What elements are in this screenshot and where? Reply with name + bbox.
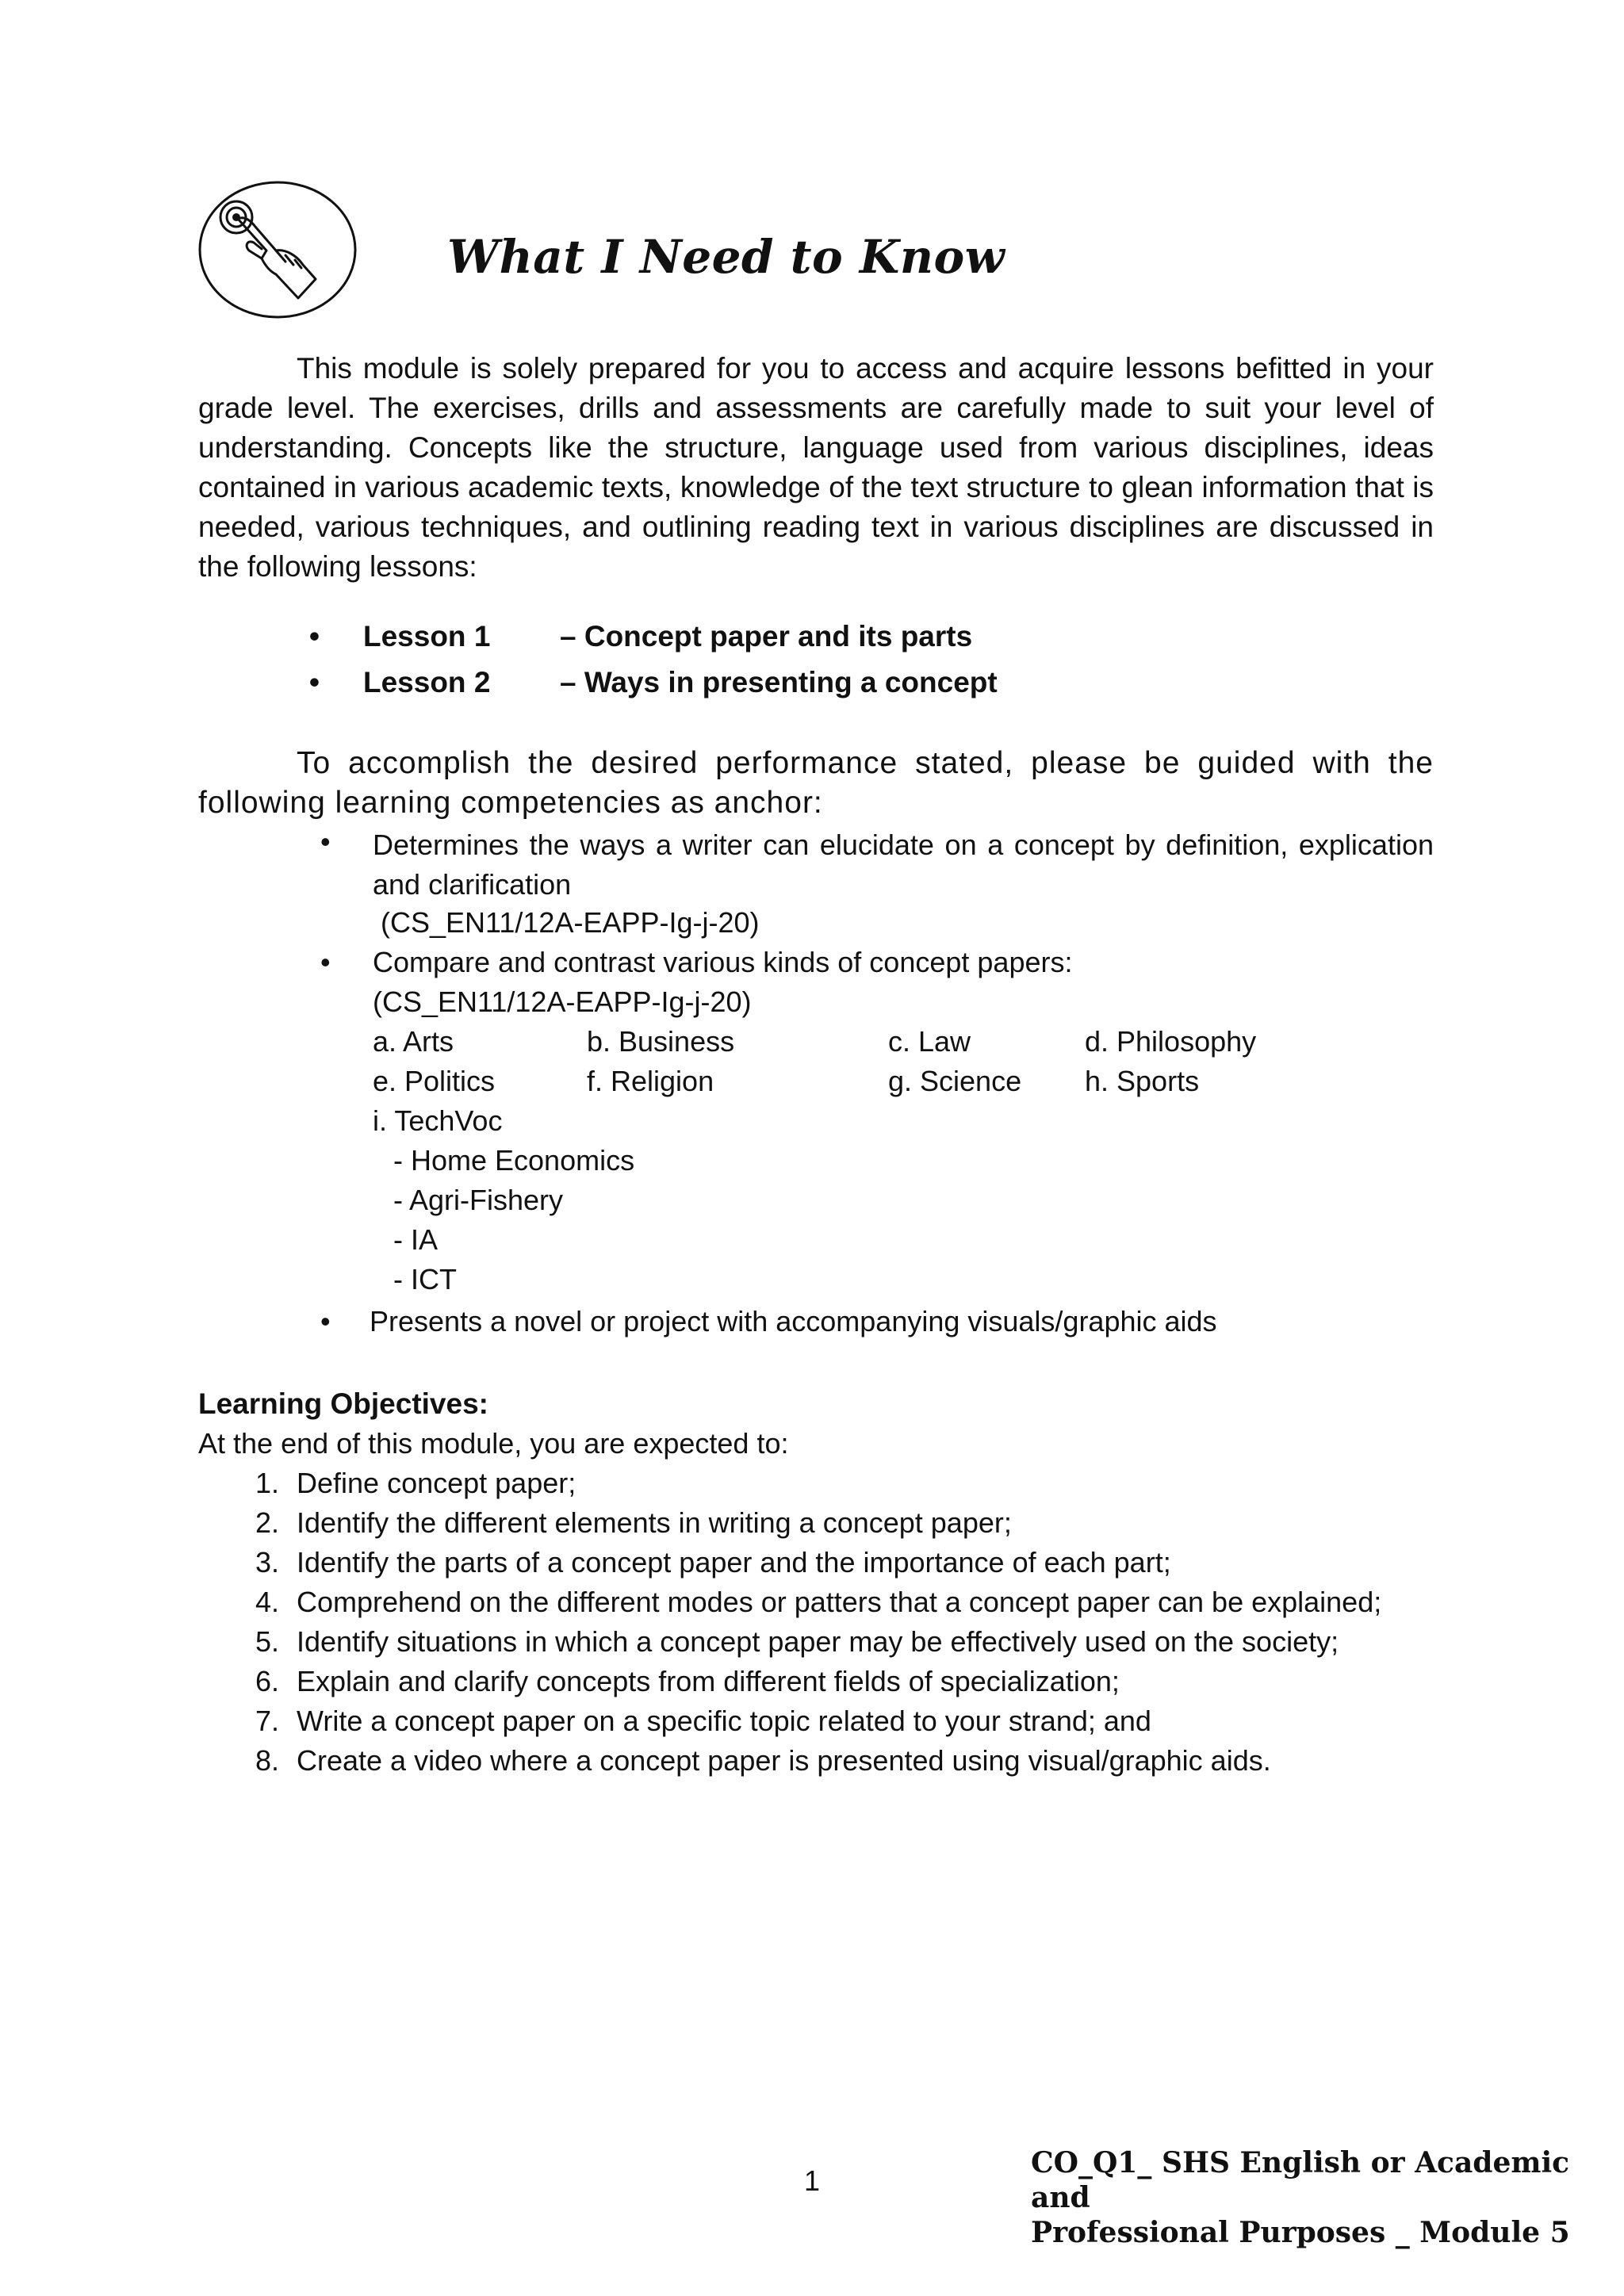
bullet: • bbox=[320, 946, 331, 978]
field-item: g. Science bbox=[888, 1065, 1022, 1097]
footer-line-2: Professional Purposes _ Module 5 bbox=[1031, 2216, 1570, 2249]
objective-number: 5. bbox=[255, 1625, 280, 1658]
field-item: c. Law bbox=[888, 1025, 971, 1058]
footer-line-1: CO_Q1_ SHS English or Academic and bbox=[1031, 2146, 1570, 2214]
field-item: h. Sports bbox=[1085, 1065, 1200, 1097]
field-item: f. Religion bbox=[587, 1065, 714, 1097]
competency-3: Presents a novel or project with accompanying visuals/graphic aids bbox=[370, 1305, 1217, 1337]
objective-number: 8. bbox=[255, 1744, 280, 1777]
objective-number: 6. bbox=[255, 1665, 280, 1697]
lesson-title: – Concept paper and its parts bbox=[560, 620, 973, 652]
lesson-item bbox=[309, 666, 998, 706]
objective-number: 7. bbox=[255, 1705, 280, 1737]
competency-intro bbox=[198, 744, 1434, 823]
objective-text: Comprehend on the different modes or patters that a concept paper can be explained; bbox=[297, 1586, 1382, 1618]
lesson-title: – Ways in presenting a concept bbox=[560, 666, 998, 698]
techvoc-item: - IA bbox=[393, 1223, 439, 1256]
pointing-hand-icon bbox=[197, 179, 358, 320]
fields-row-2 bbox=[373, 1065, 1324, 1104]
lesson-name: Lesson 2 bbox=[363, 666, 491, 698]
lesson-item bbox=[309, 620, 972, 660]
objective-text: Identify the parts of a concept paper and the importance of each part; bbox=[297, 1546, 1171, 1578]
bullet: • bbox=[320, 825, 331, 858]
objective-number: 1. bbox=[255, 1467, 280, 1499]
competency-2-code: (CS_EN11/12A-EAPP-Ig-j-20) bbox=[373, 985, 752, 1018]
techvoc-item: - ICT bbox=[393, 1263, 457, 1295]
bullet: • bbox=[320, 1305, 331, 1337]
competency-2: Compare and contrast various kinds of concept papers: bbox=[373, 946, 1073, 978]
objective-text: Explain and clarify concepts from different fields of specialization; bbox=[297, 1665, 1120, 1697]
objective-text: Define concept paper; bbox=[297, 1467, 576, 1499]
intro-paragraph bbox=[198, 349, 1434, 587]
field-item: a. Arts bbox=[373, 1025, 454, 1058]
bullet: • bbox=[309, 666, 320, 698]
objective-number: 3. bbox=[255, 1546, 280, 1578]
objective-text: Create a video where a concept paper is presented using visual/graphic aids. bbox=[297, 1744, 1271, 1777]
intro-paragraph-text: This module is solely prepared for you to access and acquire lessons befitted in your grade level. The exercises, drills and assessments are carefully made to suit your level of understanding. Concepts like the structure, language used from various disciplines, ideas contained in various academic texts, knowledge of the text structure to glean information that is needed, various techniques, and outlining reading text in various disciplines are discussed in the following lessons: bbox=[198, 352, 1434, 583]
objective-text: Write a concept paper on a specific topic related to your strand; and bbox=[297, 1705, 1151, 1737]
bullet: • bbox=[309, 620, 320, 652]
techvoc-label: i. TechVoc bbox=[373, 1104, 503, 1137]
footer-text bbox=[1031, 2145, 1624, 2250]
page-number: 1 bbox=[804, 2164, 821, 2197]
objective-number: 4. bbox=[255, 1586, 280, 1618]
field-item: e. Politics bbox=[373, 1065, 496, 1097]
techvoc-item: - Agri-Fishery bbox=[393, 1184, 564, 1216]
competency-1: Determines the ways a writer can elucidate on a concept by definition, explication and clarification bbox=[373, 828, 1434, 901]
objectives-intro: At the end of this module, you are expected to: bbox=[198, 1427, 789, 1460]
page-title: What I Need to Know bbox=[447, 230, 1005, 284]
competency-1-code: (CS_EN11/12A-EAPP-Ig-j-20) bbox=[381, 906, 760, 939]
techvoc-item: - Home Economics bbox=[393, 1144, 635, 1177]
objective-text: Identify the different elements in writing a concept paper; bbox=[297, 1506, 1012, 1539]
lesson-name: Lesson 1 bbox=[363, 620, 491, 652]
fields-row-1 bbox=[373, 1025, 1324, 1065]
objective-text: Identify situations in which a concept paper may be effectively used on the society; bbox=[297, 1625, 1339, 1658]
field-item: d. Philosophy bbox=[1085, 1025, 1257, 1058]
objectives-title: Learning Objectives: bbox=[198, 1387, 488, 1420]
field-item: b. Business bbox=[587, 1025, 735, 1058]
objective-number: 2. bbox=[255, 1506, 280, 1539]
competency-intro-text: To accomplish the desired performance stated, please be guided with the following learning competencies as anchor: bbox=[198, 746, 1434, 820]
